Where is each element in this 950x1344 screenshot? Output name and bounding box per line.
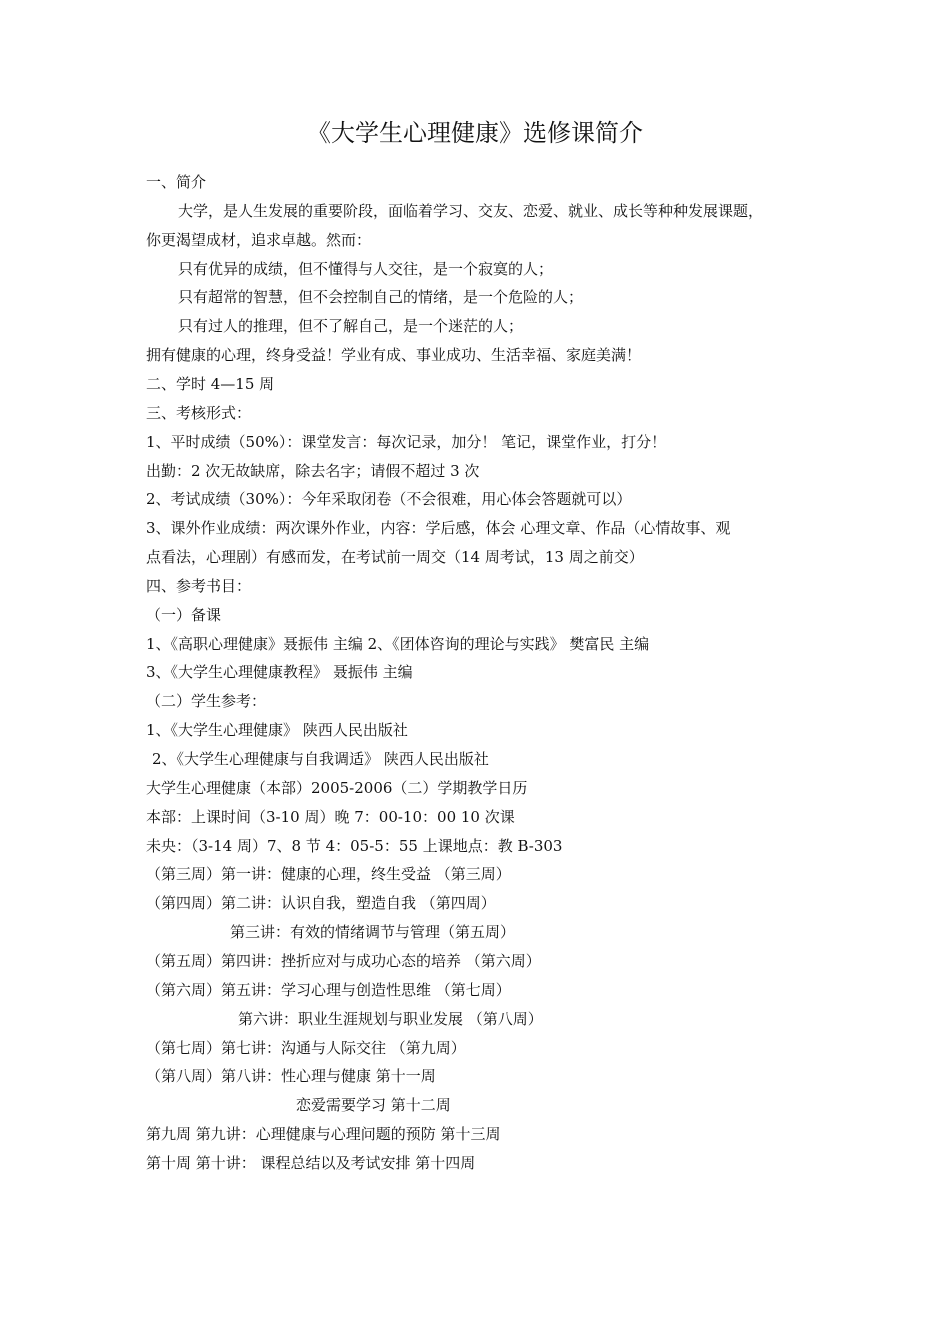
text-line: 2、考试成绩（30%）：今年采取闭卷（不会很难，用心体会答题就可以） bbox=[146, 490, 632, 509]
text-line: 三、考核形式： bbox=[146, 403, 252, 422]
text-line: （第四周）第二讲：认识自我，塑造自我 （第四周） bbox=[146, 894, 496, 913]
text-line: 第六讲：职业生涯规划与职业发展 （第八周） bbox=[238, 1009, 543, 1028]
text-line: 二、学时 4—15 周 bbox=[146, 374, 275, 393]
text-line: （第五周）第四讲：挫折应对与成功心态的培养 （第六周） bbox=[146, 951, 541, 970]
text-line: 大学，是人生发展的重要阶段，面临着学习、交友、恋爱、就业、成长等种种发展课题， bbox=[178, 201, 764, 220]
text-line: 大学生心理健康（本部）2005-2006（二）学期教学日历 bbox=[146, 778, 528, 797]
text-line: 2、《大学生心理健康与自我调适》 陕西人民出版社 bbox=[152, 750, 489, 768]
text-line: 3、课外作业成绩：两次课外作业，内容：学后感，体会 心理文章、作品（心情故事、观 bbox=[146, 519, 731, 538]
text-line: 出勤：2 次无故缺席，除去名字；请假不超过 3 次 bbox=[146, 461, 480, 480]
text-line: 只有超常的智慧，但不会控制自己的情绪，是一个危险的人； bbox=[178, 288, 584, 307]
text-line: （一）备课 bbox=[146, 605, 222, 624]
text-line: 四、参考书目： bbox=[146, 576, 252, 595]
text-line: 第十周 第十讲： 课程总结以及考试安排 第十四周 bbox=[146, 1153, 476, 1172]
text-line: （第八周）第八讲：性心理与健康 第十一周 bbox=[146, 1067, 436, 1086]
text-line: 1、《大学生心理健康》 陕西人民出版社 bbox=[146, 721, 408, 740]
text-line: （第六周）第五讲：学习心理与创造性思维 （第七周） bbox=[146, 980, 511, 999]
text-line: （第七周）第七讲：沟通与人际交往 （第九周） bbox=[146, 1038, 466, 1057]
text-line: 一、简介 bbox=[146, 173, 207, 191]
document-title: 《大学生心理健康》选修课简介 bbox=[307, 119, 643, 147]
text-line: 1、《高职心理健康》聂振伟 主编 2、《团体咨询的理论与实践》 樊富民 主编 bbox=[146, 634, 650, 653]
text-line: 你更渴望成材，追求卓越。然而： bbox=[146, 230, 372, 249]
text-line: 本部：上课时间（3-10 周）晚 7：00-10：00 10 次课 bbox=[146, 807, 515, 826]
text-line: 第九周 第九讲：心理健康与心理问题的预防 第十三周 bbox=[146, 1125, 501, 1144]
text-line: 拥有健康的心理，终身受益！学业有成、事业成功、生活幸福、家庭美满！ bbox=[146, 346, 642, 365]
text-line: 未央：（3-14 周）7、8 节 4：05-5：55 上课地点：教 B-303 bbox=[146, 836, 563, 855]
text-line: 点看法，心理剧）有感而发，在考试前一周交（14 周考试，13 周之前交） bbox=[146, 548, 644, 567]
text-line: 3、《大学生心理健康教程》 聂振伟 主编 bbox=[146, 663, 413, 682]
text-line: 第三讲：有效的情绪调节与管理（第五周） bbox=[230, 923, 516, 942]
text-line: 只有优异的成绩，但不懂得与人交往，是一个寂寞的人； bbox=[178, 259, 554, 278]
text-line: （二）学生参考： bbox=[146, 692, 267, 711]
text-line: 1、平时成绩（50%）：课堂发言：每次记录，加分！ 笔记，课堂作业，打分！ bbox=[146, 432, 667, 451]
text-line: 只有过人的推理，但不了解自己，是一个迷茫的人； bbox=[178, 317, 524, 336]
text-line: 恋爱需要学习 第十二周 bbox=[296, 1096, 451, 1115]
text-line: （第三周）第一讲：健康的心理，终生受益 （第三周） bbox=[146, 865, 511, 884]
